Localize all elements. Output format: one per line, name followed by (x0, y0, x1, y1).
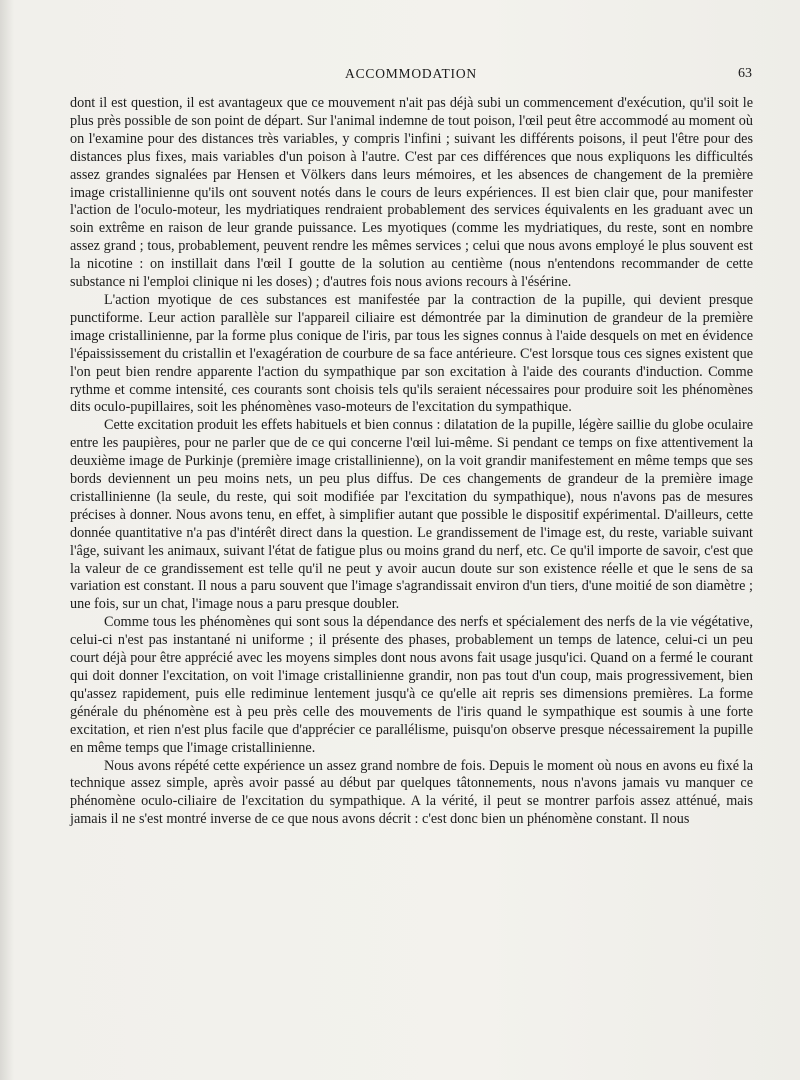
paragraph-repeated-experiment: Nous avons répété cette expérience un assez grand nombre de fois. Depuis le moment où nous en avons eu fixé la technique assez simple, après avoir passé au début par quelques tâtonnements, nous n'avons jamais vu manquer ce phénomène oculo-ciliaire de l'excitation du sympathique. A la vérité, il peut se montrer parfois assez atténué, mais jamais il ne s'est montré inverse de ce que nous avons décrit : c'est donc bien un phénomène constant. Il nous (70, 757, 753, 828)
paragraph-excitation-effects: Cette excitation produit les effets habituels et bien connus : dilatation de la pupille, légère saillie du globe oculaire entre les paupières, pour ne parler que de ce qui concerne l'œil lui-même. Si pendant ce temps on fixe attentivement la deuxième image de Purkinje (première image cristallinienne), on la voit grandir manifestement en même temps que ses bords deviennent un peu moins nets, un peu plus diffus. De ces changements de grandeur de la première image cristallinienne (la seule, du reste, qui soit modifiée par l'excitation du sympathique), nous n'avons pas de mesures précises à donner. Nous avons tenu, en effet, à simplifier autant que possible le dispositif expérimental. D'ailleurs, cette donnée quantitative n'a pas d'intérêt direct dans la question. Le grandissement de l'image est, du reste, variable suivant l'âge, suivant les animaux, suivant l'état de fatigue plus ou moins grand du nerf, etc. Ce qu'il importe de savoir, c'est que la valeur de ce grandissement est telle qu'il ne peut y avoir aucun doute sur son existence réelle et que le sens de sa variation est constant. Il nous a paru souvent que l'image s'agrandissait environ d'un tiers, d'une moitié de son diamètre ; une fois, sur un chat, l'image nous a paru presque doubler. (70, 417, 753, 613)
paragraph-continuation: dont il est question, il est avantageux que ce mouvement n'ait pas déjà subi un commencement d'exécution, qu'il soit le plus près possible de son point de départ. Sur l'animal indemne de tout poison, l'œil peut être accommodé au moment où on l'examine pour des distances très variables, y compris l'infini ; suivant les différents poisons, il peut l'être pour des distances plus fixes, mais variables d'un poison à l'autre. C'est par ces différences que nous expliquons les difficultés assez grandes signalées par Hensen et Völkers dans leurs mémoires, et les absences de changement de la première image cristallinienne qu'ils ont souvent notés dans le cours de leurs expériences. Il est bien clair que, pour manifester l'action de l'oculo-moteur, les mydriatiques rendraient probablement des services équivalents en les graduant avec un soin extrême en raison de leur grande puissance. Les myotiques (comme les mydriatiques, du reste, sont en nombre assez grand ; tous, probablement, peuvent rendre les mêmes services ; celui que nous avons employé le plus souvent est la nicotine : on instillait dans l'œil I goutte de la solution au centième (nous n'entendons recommander de cette substance ni l'emploi clinique ni les doses) ; d'autres fois nous avions recours à l'ésérine. (70, 95, 753, 291)
paragraph-phases: Comme tous les phénomènes qui sont sous la dépendance des nerfs et spécialement des nerfs de la vie végétative, celui-ci n'est pas instantané ni uniforme ; il présente des phases, probablement un temps de latence, celui-ci un peu court déjà pour être apprécié avec les moyens simples dont nous avons fait usage jusqu'ici. Quand on a fermé le courant qui doit donner l'excitation, on voit l'image cristallinienne grandir, non pas tout d'un coup, mais progressivement, bien qu'assez rapidement, puis elle rediminue lentement jusqu'à ce qu'elle ait repris ses dimensions premières. La forme générale du phénomène est à peu près celle des mouvements de l'iris quand le sympathique est soumis à une forte excitation, et rien n'est plus facile que d'apprécier ce parallélisme, puisqu'on observe presque nécessairement la pupille en même temps que l'image cristallinienne. (70, 614, 753, 756)
page-number: 63 (738, 66, 752, 81)
body-text (70, 95, 753, 829)
paragraph-myotic-action: L'action myotique de ces substances est manifestée par la contraction de la pupille, qui devient presque punctiforme. Leur action parallèle sur l'appareil ciliaire est démontrée par la diminution de grandeur de la première image cristallinienne, par la forme plus conique de l'iris, par tous les signes connus à l'aide desquels on met en évidence l'épaississement du cristallin et l'exagération de courbure de sa face antérieure. C'est lorsque tous ces signes existent que l'on peut bien rendre apparente l'action du sympathique par son excitation à l'aide des courants d'induction. Comme rythme et comme intensité, ces courants sont choisis tels qu'ils seraient nécessaires pour produire soit les phénomènes dits oculo-pupillaires, soit les phénomènes vaso-moteurs de l'excitation du sympathique. (70, 291, 753, 416)
running-header (70, 66, 752, 86)
running-title: ACCOMMODATION (345, 66, 477, 81)
